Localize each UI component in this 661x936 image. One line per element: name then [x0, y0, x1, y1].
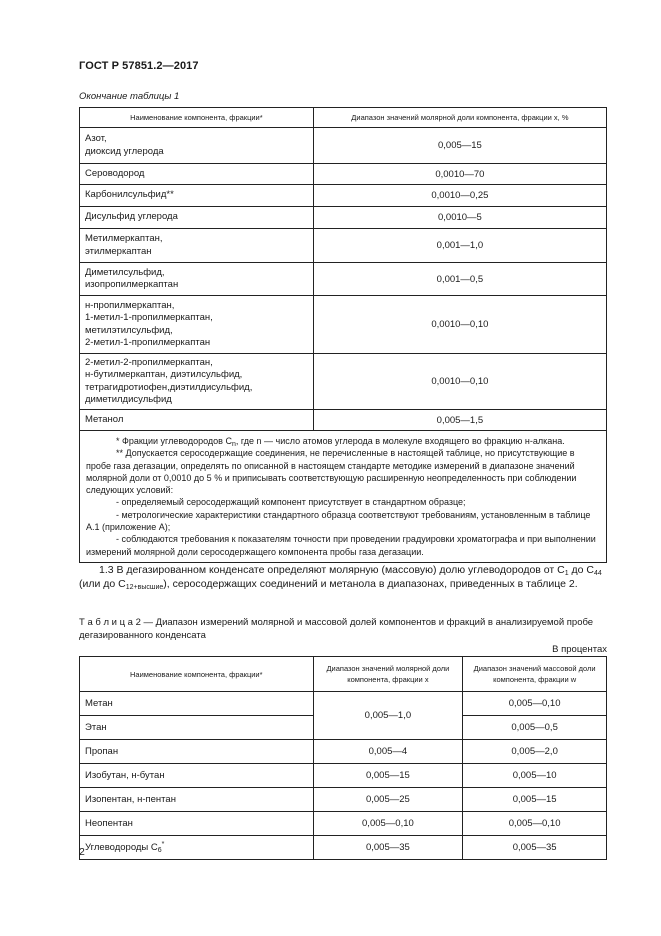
- para-sub-3: 12+высшие: [125, 584, 164, 592]
- component-name: Изопентан, н-пентан: [80, 788, 314, 812]
- footnote-1-subscript: n: [231, 441, 236, 448]
- mass-range: 0,005—2,0: [463, 740, 607, 764]
- name-line: Сероводород: [85, 167, 145, 179]
- name-line: 2-метил-2-пропилмеркаптан,: [85, 356, 213, 368]
- name-line: Дисульфид углерода: [85, 211, 178, 223]
- name-line: Азот,: [85, 133, 107, 144]
- table2: [79, 656, 607, 860]
- mass-range: 0,005—35: [463, 836, 607, 860]
- component-name: [80, 185, 314, 207]
- name-line: этилмеркаптан: [85, 245, 152, 257]
- table-row: [80, 812, 607, 836]
- table-row: [80, 354, 607, 410]
- footnote-2: ** Допускается серосодержащие соединения, не перечисленные в настоящей таблице, но присутствующие в пробе газа дегазации, определять по описанной в настоящем стандарте методике измерений в диапазоне значений молярной доли от 0,0010 до 5 % и приписывать соответствующую расширенную неопределенность при соблюдении следующих условий:: [86, 448, 577, 496]
- component-name: [80, 410, 314, 431]
- range-value: 0,0010—0,10: [313, 354, 606, 410]
- table2-caption: Т а б л и ц а 2 — Диапазон измерений молярной и массовой долей компонентов и фракций в анализируемой пробе дегазированного конденсата: [79, 617, 594, 641]
- name-text: Углеводороды C: [85, 842, 158, 853]
- component-name: [80, 263, 314, 296]
- table2-header-mass: Диапазон значений массовой доли компонента, фракции w: [463, 657, 607, 692]
- table-row: [80, 296, 607, 354]
- footnote-1-text: * Фракции углеводородов C: [116, 436, 232, 446]
- range-value: 0,005—1,5: [313, 410, 606, 431]
- footnote-1-text-end: , где n — число атомов углерода в молекуле входящего во фракцию н-алкана.: [235, 436, 565, 446]
- table-row: [80, 788, 607, 812]
- name-line: диоксид углерода: [85, 145, 164, 157]
- mass-range: 0,005—15: [463, 788, 607, 812]
- name-line: Метанол: [85, 413, 124, 425]
- component-name: [80, 164, 314, 185]
- footnote-condition-3: - соблюдаются требования к показателям точности при проведении градуировки хроматографа и при выполнении измерений молярной доли серосодержащего компонента пробы газа дегазации.: [86, 534, 596, 557]
- name-line: диметилдисульфид: [85, 394, 172, 405]
- name-line: 1-метил-1-пропилмеркаптан,: [85, 312, 213, 323]
- range-value: 0,0010—0,25: [313, 185, 606, 207]
- table-row: [80, 836, 607, 860]
- table-row: [80, 207, 607, 229]
- name-line: Диметилсульфид,: [85, 266, 165, 278]
- mass-range: 0,005—0,10: [463, 692, 607, 716]
- document-header: ГОСТ Р 57851.2—2017: [79, 60, 199, 72]
- molar-range: 0,005—25: [313, 788, 463, 812]
- molar-range: 0,005—0,10: [313, 812, 463, 836]
- table-row: [80, 185, 607, 207]
- component-name: [80, 836, 314, 860]
- table2-header-molar: Диапазон значений молярной доли компонента, фракции x: [313, 657, 463, 692]
- para-sub-1: 1: [564, 570, 569, 577]
- para-text-2: до C: [568, 564, 594, 576]
- table1-caption: Окончание таблицы 1: [79, 91, 180, 102]
- para-sub-2: 44: [594, 570, 602, 577]
- footnote-condition-1: - определяемый серосодержащий компонент присутствует в стандартном образце;: [116, 497, 466, 508]
- mass-range: 0,005—0,5: [463, 716, 607, 740]
- range-value: 0,005—15: [313, 128, 606, 164]
- component-name: [80, 207, 314, 229]
- table2-header-name: Наименование компонента, фракции*: [80, 657, 314, 692]
- name-line: 2-метил-1-пропилмеркаптан: [85, 337, 211, 348]
- table1: [79, 107, 607, 563]
- name-line: н-пропилмеркаптан,: [85, 299, 175, 311]
- component-name: Изобутан, н-бутан: [80, 764, 314, 788]
- table1-header-row: [80, 108, 607, 128]
- table2-header-row: [80, 657, 607, 692]
- molar-range: 0,005—1,0: [313, 692, 463, 740]
- range-value: 0,001—1,0: [313, 229, 606, 263]
- molar-range: 0,005—4: [313, 740, 463, 764]
- table1-header-name: Наименование компонента, фракции*: [80, 108, 314, 128]
- component-name: Неопентан: [80, 812, 314, 836]
- mass-range: 0,005—10: [463, 764, 607, 788]
- name-line: Карбонилсульфид**: [85, 189, 174, 201]
- table-row: [80, 740, 607, 764]
- component-name: Этан: [80, 716, 314, 740]
- page-number: 2: [79, 846, 85, 858]
- component-name: [80, 296, 314, 354]
- component-name: Пропан: [80, 740, 314, 764]
- table-row: [80, 229, 607, 263]
- molar-range: 0,005—15: [313, 764, 463, 788]
- table-row: [80, 263, 607, 296]
- table1-notes-row: [80, 431, 607, 563]
- table-row: [80, 692, 607, 716]
- table-row: [80, 128, 607, 164]
- range-value: 0,001—0,5: [313, 263, 606, 296]
- name-line: тетрагидротиофен,диэтилдисульфид,: [85, 381, 253, 393]
- table-row: [80, 410, 607, 431]
- component-name: [80, 354, 314, 410]
- name-line: Метилмеркаптан,: [85, 233, 163, 244]
- name-line: изопропилмеркаптан: [85, 279, 179, 290]
- table1-footnotes: [80, 431, 607, 563]
- range-value: 0,0010—0,10: [313, 296, 606, 354]
- range-value: 0,0010—5: [313, 207, 606, 229]
- para-text-1: 1.3 В дегазированном конденсате определяют молярную (массовую) долю углеводородов от C: [99, 564, 565, 576]
- range-value: 0,0010—70: [313, 164, 606, 185]
- footnote-1: [86, 435, 600, 447]
- table1-header-range: Диапазон значений молярной доли компонента, фракции x, %: [313, 108, 606, 128]
- table-row: [80, 164, 607, 185]
- para-text-4: ), серосодержащих соединений и метанола в диапазонах, приведенных в таблице 2.: [163, 578, 578, 591]
- component-name: [80, 128, 314, 164]
- name-subscript: 6: [157, 847, 162, 854]
- name-superscript: *: [161, 841, 165, 848]
- footnote-condition-2: - метрологические характеристики стандартного образца соответствуют требованиям, установленным в таблице А.1 (приложение А);: [86, 509, 591, 533]
- molar-range: 0,005—35: [313, 836, 463, 860]
- table2-units: В процентах: [552, 644, 607, 655]
- component-name: Метан: [80, 692, 314, 716]
- section-paragraph: [79, 563, 607, 591]
- name-line: н-бутилмеркаптан, диэтилсульфид,: [85, 369, 243, 380]
- component-name: [80, 229, 314, 263]
- table-row: [80, 764, 607, 788]
- mass-range: 0,005—0,10: [463, 812, 607, 836]
- para-text-3: (или до C: [79, 578, 126, 591]
- name-line: метилэтилсульфид,: [85, 324, 173, 336]
